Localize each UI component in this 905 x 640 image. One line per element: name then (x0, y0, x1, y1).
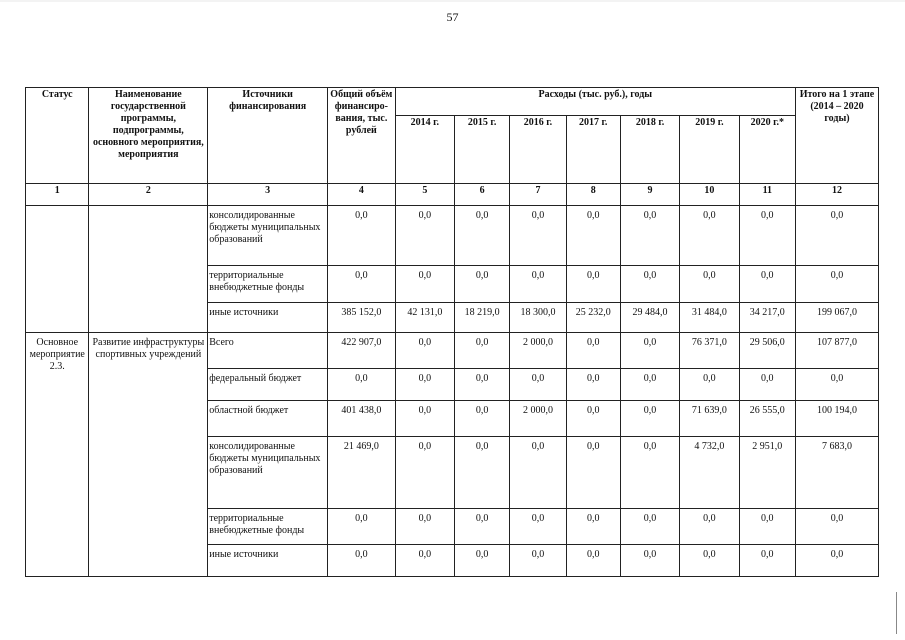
header-stage-total: Итого на 1 этапе (2014 – 2020 годы) (795, 88, 878, 184)
year-value: 0,0 (395, 369, 454, 401)
column-number: 7 (510, 184, 566, 206)
header-name: Наименование государственной программы, подпрограммы, основного мероприятия, мероприятия (89, 88, 208, 184)
header-year: 2016 г. (510, 116, 566, 184)
stage-total-cell: 100 194,0 (795, 401, 878, 437)
source-cell: иные источники (208, 545, 328, 577)
year-value: 0,0 (680, 545, 739, 577)
name-cell-empty (89, 206, 208, 333)
year-value: 0,0 (680, 369, 739, 401)
header-year: 2018 г. (620, 116, 679, 184)
year-value: 76 371,0 (680, 333, 739, 369)
total-cell: 21 469,0 (328, 437, 396, 509)
total-cell: 422 907,0 (328, 333, 396, 369)
year-value: 0,0 (395, 545, 454, 577)
total-cell: 385 152,0 (328, 303, 396, 333)
source-cell: иные источники (208, 303, 328, 333)
status-cell-empty (26, 206, 89, 333)
total-cell: 0,0 (328, 369, 396, 401)
column-number: 8 (566, 184, 620, 206)
year-value: 2 000,0 (510, 333, 566, 369)
column-number: 12 (795, 184, 878, 206)
year-value: 0,0 (455, 333, 510, 369)
top-scan-edge (0, 0, 905, 2)
financing-table (25, 87, 879, 577)
stage-total-cell: 0,0 (795, 545, 878, 577)
year-value: 0,0 (395, 509, 454, 545)
year-value: 29 484,0 (620, 303, 679, 333)
year-value: 42 131,0 (395, 303, 454, 333)
year-value: 0,0 (739, 545, 795, 577)
page-number: 57 (446, 10, 459, 24)
year-value: 0,0 (566, 437, 620, 509)
year-value: 0,0 (680, 206, 739, 266)
header-year: 2019 г. (680, 116, 739, 184)
year-value: 29 506,0 (739, 333, 795, 369)
year-value: 0,0 (739, 509, 795, 545)
year-value: 0,0 (566, 333, 620, 369)
year-value: 31 484,0 (680, 303, 739, 333)
stage-total-cell: 7 683,0 (795, 437, 878, 509)
header-row-1 (26, 88, 879, 116)
year-value: 18 219,0 (455, 303, 510, 333)
year-value: 0,0 (455, 369, 510, 401)
year-value: 0,0 (455, 509, 510, 545)
year-value: 0,0 (739, 369, 795, 401)
header-year: 2014 г. (395, 116, 454, 184)
stage-total-cell: 0,0 (795, 266, 878, 303)
header-sources: Источники финансирования (208, 88, 328, 184)
stage-total-cell: 107 877,0 (795, 333, 878, 369)
year-value: 25 232,0 (566, 303, 620, 333)
column-number: 2 (89, 184, 208, 206)
year-value: 0,0 (620, 509, 679, 545)
column-number: 3 (208, 184, 328, 206)
year-value: 0,0 (566, 206, 620, 266)
column-number: 11 (739, 184, 795, 206)
year-value: 0,0 (455, 437, 510, 509)
year-value: 0,0 (510, 266, 566, 303)
year-value: 0,0 (455, 545, 510, 577)
stage-total-cell: 0,0 (795, 509, 878, 545)
year-value: 0,0 (620, 266, 679, 303)
total-cell: 0,0 (328, 545, 396, 577)
source-cell: территориальные внебюджетные фонды (208, 509, 328, 545)
column-number: 1 (26, 184, 89, 206)
column-number-row (26, 184, 879, 206)
year-value: 0,0 (510, 437, 566, 509)
column-number: 5 (395, 184, 454, 206)
year-value: 0,0 (680, 266, 739, 303)
year-value: 0,0 (739, 266, 795, 303)
year-value: 26 555,0 (739, 401, 795, 437)
total-cell: 0,0 (328, 509, 396, 545)
source-cell: федеральный бюджет (208, 369, 328, 401)
stage-total-cell: 0,0 (795, 206, 878, 266)
source-cell: территориальные внебюджетные фонды (208, 266, 328, 303)
year-value: 0,0 (510, 545, 566, 577)
year-value: 71 639,0 (680, 401, 739, 437)
year-value: 0,0 (620, 545, 679, 577)
column-number: 6 (455, 184, 510, 206)
source-cell: консолидированные бюджеты муниципальных образований (208, 206, 328, 266)
header-year: 2015 г. (455, 116, 510, 184)
stage-total-cell: 199 067,0 (795, 303, 878, 333)
table-row (26, 206, 879, 266)
table-row (26, 333, 879, 369)
year-value: 2 951,0 (739, 437, 795, 509)
year-value: 0,0 (620, 437, 679, 509)
year-value: 0,0 (510, 509, 566, 545)
year-value: 0,0 (566, 369, 620, 401)
year-value: 18 300,0 (510, 303, 566, 333)
year-value: 0,0 (620, 401, 679, 437)
name-cell: Развитие инфраструктуры спортивных учреждений (89, 333, 208, 577)
year-value: 0,0 (395, 437, 454, 509)
year-value: 0,0 (566, 509, 620, 545)
year-value: 0,0 (510, 206, 566, 266)
header-expenses: Расходы (тыс. руб.), годы (395, 88, 795, 116)
source-cell: областной бюджет (208, 401, 328, 437)
header-status: Статус (26, 88, 89, 184)
scan-edge-mark (896, 592, 897, 634)
year-value: 0,0 (395, 333, 454, 369)
year-value: 0,0 (455, 266, 510, 303)
total-cell: 0,0 (328, 266, 396, 303)
year-value: 0,0 (566, 545, 620, 577)
stage-total-cell: 0,0 (795, 369, 878, 401)
year-value: 0,0 (455, 401, 510, 437)
source-cell: Всего (208, 333, 328, 369)
total-cell: 401 438,0 (328, 401, 396, 437)
year-value: 0,0 (620, 206, 679, 266)
year-value: 0,0 (620, 333, 679, 369)
total-cell: 0,0 (328, 206, 396, 266)
year-value: 0,0 (566, 266, 620, 303)
status-cell: Основное мероприятие 2.3. (26, 333, 89, 577)
year-value: 0,0 (395, 266, 454, 303)
year-value: 4 732,0 (680, 437, 739, 509)
header-year: 2020 г.* (739, 116, 795, 184)
year-value: 0,0 (395, 401, 454, 437)
column-number: 9 (620, 184, 679, 206)
header-total: Общий объём финансиро-вания, тыс. рублей (328, 88, 396, 184)
source-cell: консолидированные бюджеты муниципальных образований (208, 437, 328, 509)
year-value: 34 217,0 (739, 303, 795, 333)
column-number: 10 (680, 184, 739, 206)
column-number: 4 (328, 184, 396, 206)
year-value: 0,0 (739, 206, 795, 266)
header-year: 2017 г. (566, 116, 620, 184)
year-value: 0,0 (395, 206, 454, 266)
year-value: 0,0 (680, 509, 739, 545)
year-value: 0,0 (455, 206, 510, 266)
year-value: 0,0 (620, 369, 679, 401)
year-value: 0,0 (510, 369, 566, 401)
year-value: 0,0 (566, 401, 620, 437)
year-value: 2 000,0 (510, 401, 566, 437)
